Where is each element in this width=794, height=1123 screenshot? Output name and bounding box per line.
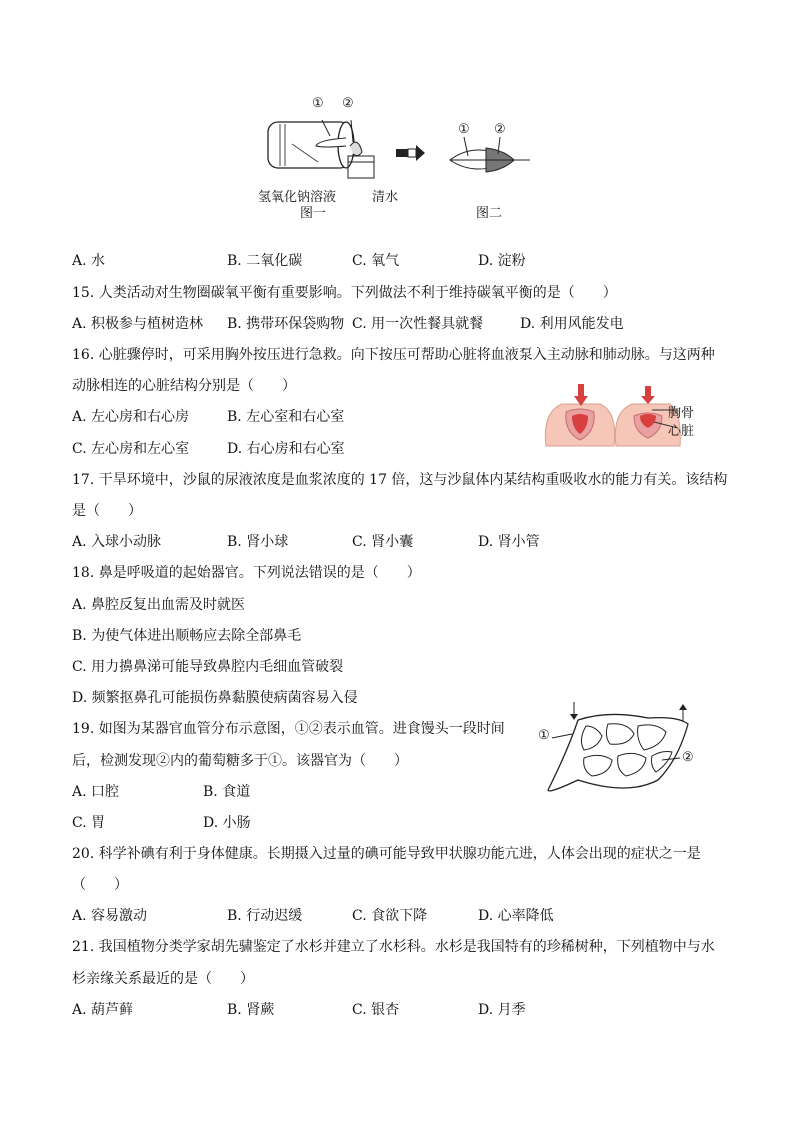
q21-option-c: C. 银杏 [352, 1002, 400, 1018]
q17-option-d: D. 肾小管 [478, 534, 540, 550]
q21-option-d: D. 月季 [478, 1002, 526, 1018]
bell-jar-diagram [258, 96, 408, 186]
figure-2-leaf [446, 122, 536, 222]
heart-label-heart: 心脏 [668, 424, 695, 439]
q20-stem-line1: 20. 科学补碘有利于身体健康。长期摄入过量的碘可能导致甲状腺功能亢进，人体会出现的症状之一是 [72, 846, 701, 862]
figure-1-apparatus [258, 96, 408, 220]
q18-option-d: D. 频繁抠鼻孔可能损伤鼻黏膜使病菌容易入侵 [72, 690, 358, 706]
q19-option-c: C. 胃 [72, 815, 106, 831]
q20-option-d: D. 心率降低 [478, 908, 554, 924]
q15-stem: 15. 人类活动对生物圈碳氧平衡有重要影响。下列做法不利于维持碳氧平衡的是（ ） [72, 285, 617, 301]
q15-option-a: A. 积极参与植树造林 [72, 316, 204, 332]
q18-option-a: A. 鼻腔反复出血需及时就医 [72, 597, 246, 613]
heart-compression-figure [542, 382, 732, 452]
q17-option-b: B. 肾小球 [227, 534, 289, 550]
q16-stem-line2: 动脉相连的心脏结构分别是（ ） [72, 378, 296, 394]
vessel-label-2: ② [682, 750, 694, 765]
q20-stem-line2: （ ） [72, 877, 128, 893]
q15-option-d: D. 利用风能发电 [520, 316, 624, 332]
fig2-caption: 图二 [476, 206, 503, 221]
fig1-circle-1: ① [312, 96, 324, 111]
q17-option-c: C. 肾小囊 [352, 534, 414, 550]
q18-stem: 18. 鼻是呼吸道的起始器官。下列说法错误的是（ ） [72, 565, 421, 581]
fig2-circle-1: ① [458, 122, 470, 137]
q16-option-c: C. 左心房和左心室 [72, 441, 190, 457]
q19-stem-line1: 19. 如图为某器官血管分布示意图，①②表示血管。进食馒头一段时间 [72, 721, 505, 737]
q14-option-d: D. 淀粉 [478, 253, 526, 269]
q16-option-d: D. 右心房和右心室 [227, 441, 345, 457]
q21-option-b: B. 肾蕨 [227, 1002, 275, 1018]
q17-stem-line1: 17. 干旱环境中，沙鼠的尿液浓度是血浆浓度的 17 倍，这与沙鼠体内某结构重吸收水的能力有关。该结构 [72, 472, 728, 488]
heart-diagram [542, 382, 682, 448]
q19-option-d: D. 小肠 [203, 815, 251, 831]
q20-option-b: B. 行动迟缓 [227, 908, 303, 924]
q19-stem-line2: 后，检测发现②内的葡萄糖多于①。该器官为（ ） [72, 753, 408, 769]
q16-option-b: B. 左心室和右心室 [227, 409, 345, 425]
fig1-circle-2: ② [342, 96, 354, 111]
q19-option-a: A. 口腔 [72, 784, 120, 800]
q15-option-b: B. 携带环保袋购物 [227, 316, 345, 332]
q21-option-a: A. 葫芦藓 [72, 1002, 134, 1018]
q21-stem-line1: 21. 我国植物分类学家胡先骕鉴定了水杉并建立了水杉科。水杉是我国特有的珍稀树种，下列植物中与水 [72, 939, 715, 955]
leaf-diagram [446, 136, 536, 182]
heart-label-sternum: 胸骨 [668, 406, 695, 421]
q14-option-b: B. 二氧化碳 [227, 253, 303, 269]
vessel-label-1: ① [538, 728, 550, 743]
fig1-caption: 图一 [300, 206, 327, 221]
arrow-icon [396, 144, 426, 162]
q15-option-c: C. 用一次性餐具就餐 [352, 316, 484, 332]
q14-option-c: C. 氧气 [352, 253, 400, 269]
vessel-network-figure [538, 700, 708, 800]
fig2-circle-2: ② [494, 122, 506, 137]
q14-option-a: A. 水 [72, 253, 106, 269]
q19-option-b: B. 食道 [203, 784, 251, 800]
q17-option-a: A. 入球小动脉 [72, 534, 162, 550]
fig1-right-label: 清水 [372, 190, 399, 205]
q20-option-a: A. 容易激动 [72, 908, 148, 924]
q18-option-c: C. 用力擤鼻涕可能导致鼻腔内毛细血管破裂 [72, 659, 344, 675]
q20-option-c: C. 食欲下降 [352, 908, 428, 924]
fig1-left-label: 氢氧化钠溶液 [258, 190, 337, 205]
q17-stem-line2: 是（ ） [72, 503, 142, 519]
q18-option-b: B. 为使气体进出顺畅应去除全部鼻毛 [72, 628, 302, 644]
q21-stem-line2: 杉亲缘关系最近的是（ ） [72, 971, 254, 987]
q16-option-a: A. 左心房和右心房 [72, 409, 190, 425]
q16-stem-line1: 16. 心脏骤停时，可采用胸外按压进行急救。向下按压可帮助心脏将血液泵入主动脉和肺动脉。与这两种 [72, 347, 715, 363]
